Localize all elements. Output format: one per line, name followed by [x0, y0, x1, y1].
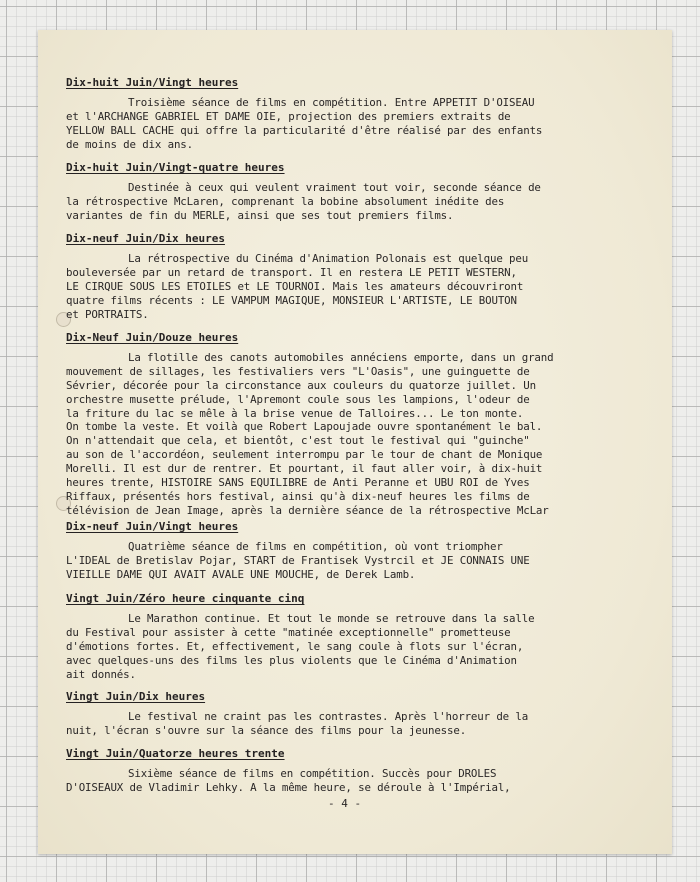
text-line: La flotille des canots automobiles annéciens emporte, dans un grand — [128, 351, 554, 364]
text-line: de moins de dix ans. — [66, 137, 194, 151]
section-heading: Dix-Neuf Juin/Douze heures — [66, 331, 239, 344]
text-line: On n'attendait que cela, et bientôt, c'est tout le festival qui "guinche" — [66, 434, 530, 448]
section-19-juin-12h — [66, 331, 670, 518]
text-line: heures trente, HISTOIRE SANS EQUILIBRE de Anti Peranne et UBU ROI de Yves — [66, 476, 530, 490]
text-line: Quatrième séance de films en compétition, où vont triompher — [128, 540, 503, 553]
text-line: LE CIRQUE SOUS LES ETOILES et LE TOURNOI. Mais les amateurs découvriront — [66, 279, 524, 293]
text-line: Destinée à ceux qui veulent vraiment tout voir, seconde séance de — [128, 181, 541, 194]
text-line: Riffaux, présentés hors festival, ainsi qu'à dix-neuf heures les films de — [66, 489, 530, 503]
section-19-juin-10h — [66, 232, 670, 321]
section-heading: Vingt Juin/Quatorze heures trente — [66, 747, 285, 760]
section-heading: Dix-neuf Juin/Vingt heures — [66, 520, 239, 533]
typewritten-page — [38, 30, 672, 854]
text-line: d'émotions fortes. Et, effectivement, le sang coule à flots sur l'écran, — [66, 639, 524, 653]
text-line: D'OISEAUX de Vladimir Lehky. A la même heure, se déroule à l'Impérial, — [66, 780, 511, 794]
section-body — [66, 351, 670, 518]
text-line: La rétrospective du Cinéma d'Animation Polonais est quelque peu — [128, 252, 529, 265]
text-line: YELLOW BALL CACHE qui offre la particularité d'être réalisé par des enfants — [66, 123, 543, 137]
section-heading: Dix-huit Juin/Vingt-quatre heures — [66, 161, 285, 174]
text-line: variantes de fin du MERLE, ainsi que ses tout premiers films. — [66, 208, 454, 222]
section-18-juin-20h — [66, 76, 670, 152]
section-20-juin-0h55 — [66, 592, 670, 681]
section-heading: Vingt Juin/Zéro heure cinquante cinq — [66, 592, 305, 605]
text-line: la friture du lac se mêle à la brise venue de Talloires... Le ton monte. — [66, 406, 524, 420]
text-line: la rétrospective McLaren, comprenant la bobine absolument inédite des — [66, 194, 505, 208]
section-body — [66, 710, 670, 738]
text-line: VIEILLE DAME QUI AVAIT AVALE UNE MOUCHE, de Derek Lamb. — [66, 567, 416, 581]
text-line: nuit, l'écran s'ouvre sur la séance des films pour la jeunesse. — [66, 723, 467, 737]
text-line: quatre films récents : LE VAMPUM MAGIQUE, MONSIEUR L'ARTISTE, LE BOUTON — [66, 293, 517, 307]
text-line: Le Marathon continue. Et tout le monde se retrouve dans la salle — [128, 612, 535, 625]
page-number: - 4 - — [328, 797, 362, 810]
section-body — [66, 767, 670, 795]
text-line: et l'ARCHANGE GABRIEL ET DAME OIE, projection des premiers extraits de — [66, 109, 511, 123]
text-line: au son de l'accordéon, seulement interrompu par le tour de chant de Monique — [66, 448, 543, 462]
section-20-juin-14h30 — [66, 747, 670, 795]
text-line: et PORTRAITS. — [66, 307, 149, 321]
text-line: Troisième séance de films en compétition. Entre APPETIT D'OISEAU — [128, 96, 535, 109]
section-heading: Vingt Juin/Dix heures — [66, 690, 206, 703]
section-18-juin-24h — [66, 161, 670, 223]
section-heading: Dix-huit Juin/Vingt heures — [66, 76, 239, 89]
text-line: Le festival ne craint pas les contrastes. Après l'horreur de la — [128, 710, 529, 723]
text-line: ait donnés. — [66, 667, 136, 681]
section-body — [66, 540, 670, 582]
section-heading: Dix-neuf Juin/Dix heures — [66, 232, 225, 245]
text-line: télévision de Jean Image, après la dernière séance de la rétrospective McLar — [66, 503, 549, 517]
section-body — [66, 96, 670, 152]
text-line: du Festival pour assister à cette "matinée exceptionnelle" prometteuse — [66, 625, 511, 639]
text-line: L'IDEAL de Bretislav Pojar, START de Frantisek Vystrcil et JE CONNAIS UNE — [66, 553, 530, 567]
text-line: bouleversée par un retard de transport. Il en restera LE PETIT WESTERN, — [66, 265, 517, 279]
text-line: mouvement de sillages, les festivaliers vers "L'Oasis", une guinguette de — [66, 364, 530, 378]
text-line: Sixième séance de films en compétition. Succès pour DROLES — [128, 767, 497, 780]
section-body — [66, 612, 670, 681]
text-line: avec quelques-uns des films les plus violents que le Cinéma d'Animation — [66, 653, 517, 667]
section-body — [66, 181, 670, 223]
text-line: Morelli. Il est dur de rentrer. Et pourtant, il faut aller voir, à dix-huit — [66, 462, 543, 476]
section-19-juin-20h — [66, 520, 670, 582]
section-body — [66, 252, 670, 321]
text-line: On tombe la veste. Et voilà que Robert Lapoujade ouvre spontanément le bal. — [66, 420, 543, 434]
section-20-juin-10h — [66, 690, 670, 738]
text-line: Sévrier, décorée pour la circonstance aux couleurs du quatorze juillet. Un — [66, 378, 536, 392]
text-line: orchestre musette prélude, l'Apremont coule sous les lampions, l'odeur de — [66, 392, 530, 406]
